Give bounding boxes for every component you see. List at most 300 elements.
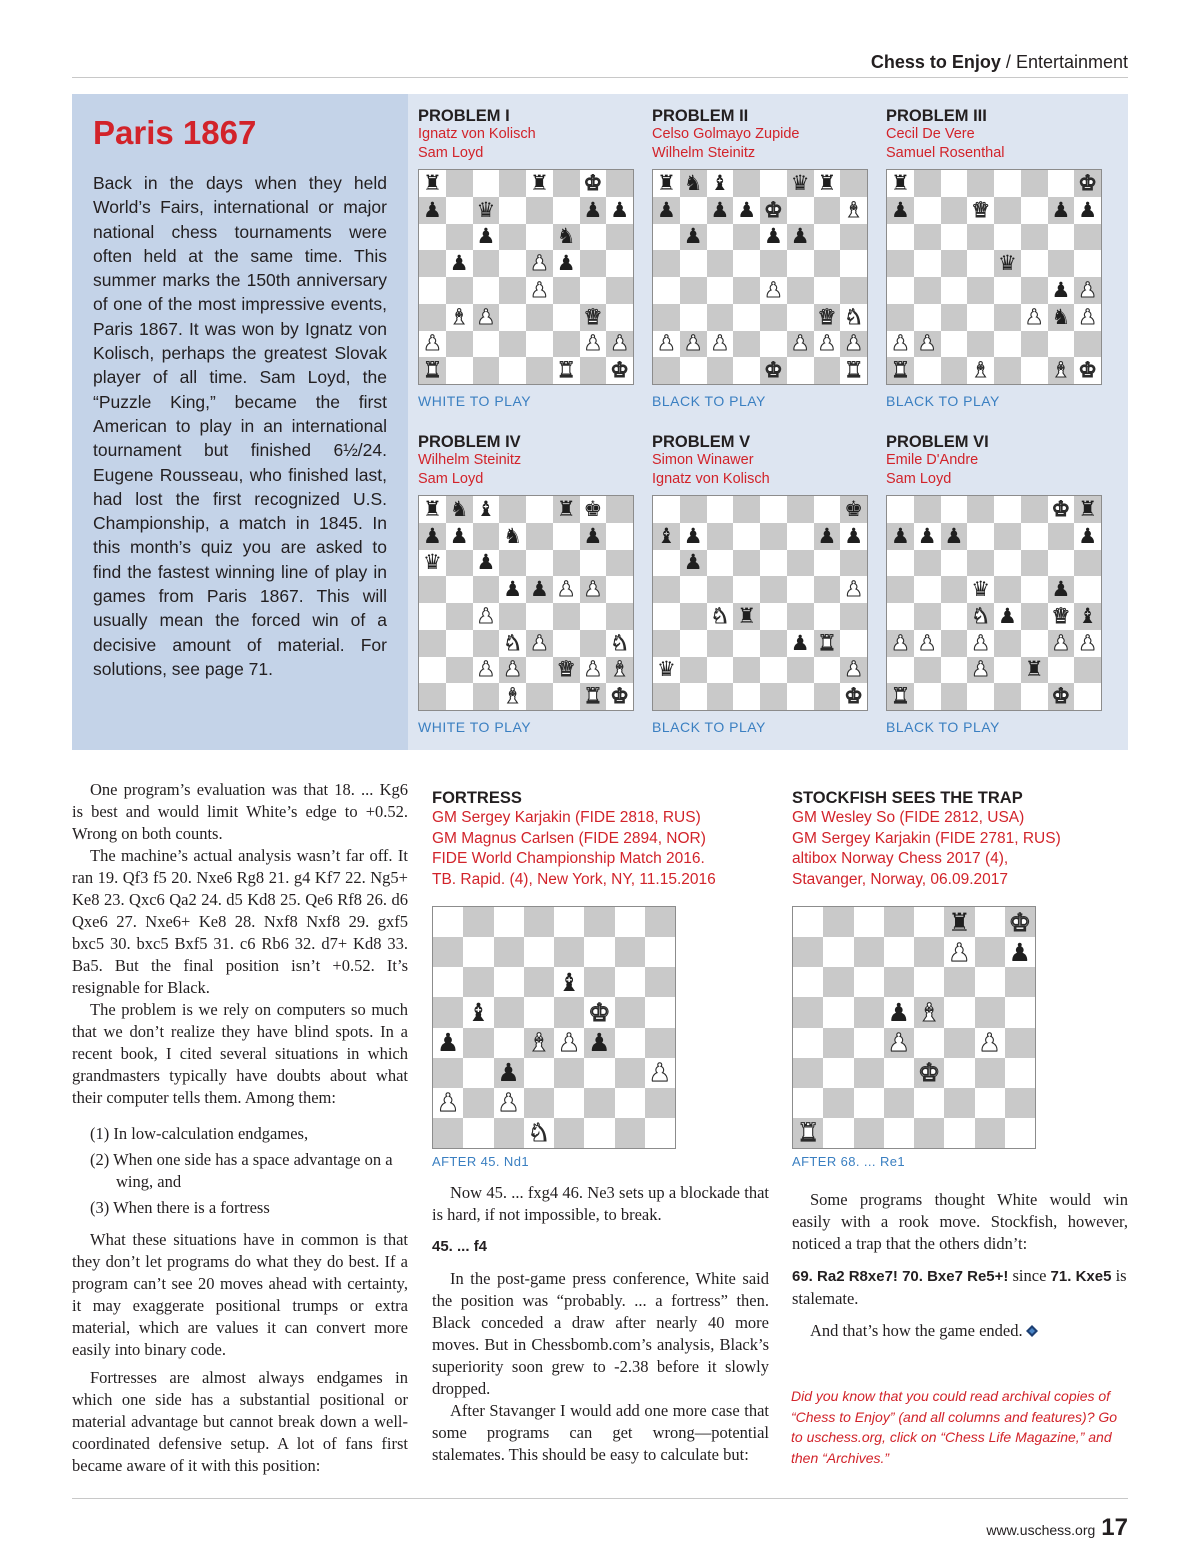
board-square <box>473 657 500 684</box>
board-square <box>854 1058 884 1088</box>
board-square <box>554 967 584 997</box>
board-square <box>446 683 473 710</box>
white-pawn-icon: ♟ <box>817 331 837 356</box>
board-square <box>1021 603 1048 630</box>
problem-board <box>418 495 634 711</box>
board-square <box>707 523 734 550</box>
black-rook-icon: ♜ <box>1078 496 1098 521</box>
white-king-icon: ♚ <box>1078 358 1098 383</box>
board-square <box>553 683 580 710</box>
black-knight-icon: ♞ <box>556 224 576 249</box>
board-square <box>967 657 994 684</box>
board-square <box>760 496 787 523</box>
board-square <box>554 1058 584 1088</box>
board-square <box>606 576 633 603</box>
board-square <box>553 630 580 657</box>
board-square <box>793 1028 823 1058</box>
board-square <box>433 967 463 997</box>
white-rook-icon: ♜ <box>890 684 910 709</box>
board-square <box>1021 304 1048 331</box>
board-square <box>787 496 814 523</box>
board-square <box>1021 197 1048 224</box>
move-heading: 45. ... f4 <box>432 1238 488 1255</box>
board-square <box>941 496 968 523</box>
board-square <box>887 357 914 384</box>
diagram-caption: AFTER 45. Nd1 <box>432 1154 529 1169</box>
board-square <box>914 250 941 277</box>
white-pawn-icon: ♟ <box>583 577 603 602</box>
white-pawn-icon: ♟ <box>529 251 549 276</box>
board-square <box>914 603 941 630</box>
stockfish-game-header <box>792 788 1130 890</box>
board-square <box>680 224 707 251</box>
board-square <box>526 657 553 684</box>
paragraph: In the post-game press conference, White said the position was “probably. ... a fortress” then. Black conceded a draw after nearly 40 more moves. But in Chessbomb.com’s analysis, Black’s superiority soon grew to -2.38 before it slowly dropped. <box>432 1269 769 1398</box>
board-square <box>941 576 968 603</box>
board-square <box>814 603 841 630</box>
board-square <box>975 1088 1005 1118</box>
board-square <box>733 683 760 710</box>
black-bishop-icon: ♝ <box>467 997 490 1027</box>
board-square <box>463 937 493 967</box>
black-pawn-icon: ♟ <box>844 523 864 548</box>
board-square <box>606 304 633 331</box>
board-square <box>524 1028 554 1058</box>
board-square <box>1048 197 1075 224</box>
closing-text: And that’s how the game ended. <box>810 1321 1023 1340</box>
board-square <box>606 250 633 277</box>
board-square <box>994 357 1021 384</box>
black-king-icon: ♚ <box>583 496 603 521</box>
board-square <box>584 1058 614 1088</box>
board-square <box>1005 1118 1035 1148</box>
board-square <box>419 304 446 331</box>
board-square <box>433 937 463 967</box>
to-play-label: BLACK TO PLAY <box>886 393 1000 409</box>
board-square <box>707 277 734 304</box>
board-square <box>707 304 734 331</box>
column-name: Chess to Enjoy <box>870 52 1001 72</box>
board-square <box>944 1118 974 1148</box>
board-square <box>446 496 473 523</box>
fortress-board <box>432 906 676 1149</box>
board-square <box>606 331 633 358</box>
white-queen-icon: ♛ <box>817 304 837 329</box>
board-square <box>1048 550 1075 577</box>
black-pawn-icon: ♟ <box>583 523 603 548</box>
board-square <box>553 277 580 304</box>
board-square <box>615 907 645 937</box>
list-item: (2) When one side has a space advantage on a wing, and <box>90 1150 393 1191</box>
board-square <box>707 496 734 523</box>
board-square <box>887 630 914 657</box>
board-square <box>707 630 734 657</box>
board-square <box>446 603 473 630</box>
board-square <box>1021 630 1048 657</box>
board-square <box>499 224 526 251</box>
board-square <box>887 304 914 331</box>
board-square <box>814 576 841 603</box>
board-square <box>760 197 787 224</box>
board-square <box>914 197 941 224</box>
board-square <box>887 657 914 684</box>
board-square <box>463 907 493 937</box>
board-square <box>733 523 760 550</box>
problem-black: Wilhelm Steinitz <box>652 144 756 161</box>
game-info-line: FIDE World Championship Match 2016. <box>432 850 705 867</box>
board-square <box>967 603 994 630</box>
board-square <box>854 967 884 997</box>
board-square <box>524 1088 554 1118</box>
board-square <box>499 603 526 630</box>
board-square <box>914 1118 944 1148</box>
board-square <box>653 523 680 550</box>
white-bishop-icon: ♝ <box>844 197 864 222</box>
board-square <box>580 523 607 550</box>
black-pawn-icon: ♟ <box>944 523 964 548</box>
board-square <box>494 1118 524 1148</box>
black-rook-icon: ♜ <box>556 496 576 521</box>
board-square <box>1021 550 1048 577</box>
board-square <box>1021 331 1048 358</box>
problem-2 <box>652 107 874 409</box>
board-square <box>1074 550 1101 577</box>
board-square <box>526 331 553 358</box>
board-square <box>419 197 446 224</box>
black-pawn-icon: ♟ <box>656 197 676 222</box>
white-pawn-icon: ♟ <box>890 331 910 356</box>
board-square <box>473 170 500 197</box>
board-square <box>733 197 760 224</box>
white-pawn-icon: ♟ <box>436 1088 460 1118</box>
board-square <box>854 937 884 967</box>
white-queen-icon: ♛ <box>971 197 991 222</box>
board-square <box>653 683 680 710</box>
board-square <box>606 224 633 251</box>
board-square <box>580 630 607 657</box>
board-square <box>814 304 841 331</box>
board-square <box>840 523 867 550</box>
board-square <box>823 1118 853 1148</box>
board-square <box>975 967 1005 997</box>
board-square <box>733 630 760 657</box>
board-square <box>760 250 787 277</box>
board-square <box>887 170 914 197</box>
white-pawn-icon: ♟ <box>1051 630 1071 655</box>
paragraph: After Stavanger I would add one more case that some programs can get wrong—potential stalemates. This should be easy to calculate but: <box>432 1401 769 1464</box>
white-knight-icon: ♞ <box>844 304 864 329</box>
white-pawn-icon: ♟ <box>971 630 991 655</box>
board-square <box>707 224 734 251</box>
black-pawn-icon: ♟ <box>1008 937 1032 967</box>
board-square <box>653 576 680 603</box>
board-square <box>553 603 580 630</box>
board-square <box>914 1088 944 1118</box>
to-play-label: BLACK TO PLAY <box>652 719 766 735</box>
black-pawn-icon: ♟ <box>683 523 703 548</box>
board-square <box>680 496 707 523</box>
black-knight-icon: ♞ <box>1051 304 1071 329</box>
stockfish-board <box>792 906 1036 1149</box>
board-square <box>887 224 914 251</box>
board-square <box>526 170 553 197</box>
board-square <box>887 550 914 577</box>
board-square <box>653 550 680 577</box>
board-square <box>680 630 707 657</box>
board-square <box>975 997 1005 1027</box>
board-square <box>854 1028 884 1058</box>
board-square <box>967 224 994 251</box>
black-rook-icon: ♜ <box>890 170 910 195</box>
board-square <box>446 657 473 684</box>
fortress-game-header <box>432 788 770 890</box>
board-square <box>814 331 841 358</box>
white-pawn-icon: ♟ <box>1024 304 1044 329</box>
white-pawn-icon: ♟ <box>1078 630 1098 655</box>
board-square <box>1021 523 1048 550</box>
board-square <box>526 357 553 384</box>
problem-black: Sam Loyd <box>886 470 952 487</box>
board-square <box>524 937 554 967</box>
board-square <box>419 170 446 197</box>
black-bishop-icon: ♝ <box>656 523 676 548</box>
board-square <box>994 304 1021 331</box>
move-end: is stalemate. <box>792 1266 1127 1308</box>
white-pawn-icon: ♟ <box>683 331 703 356</box>
board-square <box>887 277 914 304</box>
board-square <box>733 331 760 358</box>
white-king-icon: ♚ <box>844 684 864 709</box>
board-square <box>941 523 968 550</box>
board-square <box>733 250 760 277</box>
white-rook-icon: ♜ <box>583 684 603 709</box>
board-square <box>606 657 633 684</box>
board-square <box>606 603 633 630</box>
board-square <box>526 576 553 603</box>
board-square <box>840 170 867 197</box>
board-square <box>884 937 914 967</box>
white-pawn-icon: ♟ <box>656 331 676 356</box>
archive-note: Did you know that you could read archival copies of “Chess to Enjoy” (and all columns and features)? Go to uschess.org, click on “Chess Life Magazine,” and then “Archives.” <box>791 1388 1118 1466</box>
board-square <box>814 523 841 550</box>
board-square <box>1048 630 1075 657</box>
board-square <box>793 937 823 967</box>
board-square <box>606 550 633 577</box>
problem-title: PROBLEM VI <box>886 433 989 451</box>
black-pawn-icon: ♟ <box>503 577 523 602</box>
board-square <box>840 277 867 304</box>
white-pawn-icon: ♟ <box>1078 277 1098 302</box>
black-pawn-icon: ♟ <box>817 523 837 548</box>
board-square <box>1048 250 1075 277</box>
board-square <box>553 224 580 251</box>
black-queen-icon: ♛ <box>971 577 991 602</box>
board-square <box>499 170 526 197</box>
board-square <box>1048 496 1075 523</box>
board-square <box>887 683 914 710</box>
board-square <box>526 603 553 630</box>
moves: 69. Ra2 R8xe7! 70. Bxe7 Re5+! <box>792 1268 1009 1285</box>
game-title: STOCKFISH SEES THE TRAP <box>792 789 1023 807</box>
board-square <box>463 997 493 1027</box>
board-square <box>433 1058 463 1088</box>
paragraph <box>792 1320 1128 1342</box>
problem-3 <box>886 107 1108 409</box>
board-square <box>553 357 580 384</box>
board-square <box>526 224 553 251</box>
board-square <box>707 550 734 577</box>
board-square <box>840 224 867 251</box>
white-pawn-icon: ♟ <box>503 657 523 682</box>
board-square <box>580 277 607 304</box>
list-item: (3) When there is a fortress <box>90 1198 270 1217</box>
board-square <box>884 1028 914 1058</box>
board-square <box>854 1118 884 1148</box>
board-square <box>760 277 787 304</box>
white-rook-icon: ♜ <box>890 358 910 383</box>
white-pawn-icon: ♟ <box>476 657 496 682</box>
board-square <box>1048 224 1075 251</box>
board-square <box>787 304 814 331</box>
board-square <box>494 1058 524 1088</box>
problem-board <box>418 169 634 385</box>
board-square <box>653 304 680 331</box>
board-square <box>914 657 941 684</box>
problem-board <box>886 169 1102 385</box>
board-square <box>645 937 675 967</box>
moves: 71. Kxe5 <box>1050 1268 1112 1285</box>
board-square <box>941 603 968 630</box>
board-square <box>580 331 607 358</box>
problem-title: PROBLEM II <box>652 107 749 125</box>
white-pawn-icon: ♟ <box>890 630 910 655</box>
black-pawn-icon: ♟ <box>588 1028 611 1058</box>
black-queen-icon: ♛ <box>476 197 496 222</box>
white-pawn-icon: ♟ <box>648 1058 672 1088</box>
board-square <box>446 170 473 197</box>
board-square <box>526 523 553 550</box>
black-pawn-icon: ♟ <box>476 224 496 249</box>
board-square <box>840 576 867 603</box>
board-square <box>707 603 734 630</box>
white-rook-icon: ♜ <box>844 358 864 383</box>
board-square <box>1048 277 1075 304</box>
black-pawn-icon: ♟ <box>737 197 757 222</box>
board-square <box>615 937 645 967</box>
to-play-label: WHITE TO PLAY <box>418 393 532 409</box>
board-square <box>433 907 463 937</box>
to-play-label: BLACK TO PLAY <box>886 719 1000 735</box>
board-square <box>1074 523 1101 550</box>
board-square <box>944 907 974 937</box>
board-square <box>967 523 994 550</box>
paragraph: Fortresses are almost always endgames in which one side has a substantial positional or material advantage but cannot break down a well-coordinated defensive setup. A lot of fans first became aware of it with this position: <box>72 1368 408 1475</box>
board-square <box>680 523 707 550</box>
board-square <box>793 967 823 997</box>
white-pawn-icon: ♟ <box>476 304 496 329</box>
board-square <box>584 997 614 1027</box>
board-square <box>944 967 974 997</box>
running-header: Chess to Enjoy / Entertainment <box>72 50 1128 78</box>
board-square <box>615 1028 645 1058</box>
board-square <box>994 331 1021 358</box>
board-square <box>526 496 553 523</box>
board-square <box>793 907 823 937</box>
board-square <box>584 1118 614 1148</box>
white-knight-icon: ♞ <box>710 603 730 628</box>
board-square <box>680 603 707 630</box>
white-pawn-icon: ♟ <box>978 1028 1001 1058</box>
black-rook-icon: ♜ <box>656 170 676 195</box>
board-square <box>433 997 463 1027</box>
problem-white: Ignatz von Kolisch <box>418 126 536 142</box>
board-square <box>975 937 1005 967</box>
board-square <box>580 357 607 384</box>
site-url[interactable]: www.uschess.org <box>986 1522 1096 1538</box>
board-square <box>584 937 614 967</box>
board-square <box>653 357 680 384</box>
board-square <box>1074 331 1101 358</box>
board-square <box>526 304 553 331</box>
board-square <box>1074 603 1101 630</box>
black-pawn-icon: ♟ <box>1051 277 1071 302</box>
problem-white: Cecil De Vere <box>886 126 975 142</box>
board-square <box>580 496 607 523</box>
board-square <box>787 197 814 224</box>
board-square <box>1048 683 1075 710</box>
white-knight-icon: ♞ <box>527 1118 551 1148</box>
board-square <box>733 304 760 331</box>
board-square <box>814 250 841 277</box>
board-square <box>554 1088 584 1118</box>
board-square <box>645 1058 675 1088</box>
board-square <box>914 683 941 710</box>
board-square <box>787 683 814 710</box>
board-square <box>967 250 994 277</box>
board-square <box>554 997 584 1027</box>
white-pawn-icon: ♟ <box>790 331 810 356</box>
black-rook-icon: ♜ <box>529 170 549 195</box>
board-square <box>1005 907 1035 937</box>
board-square <box>840 550 867 577</box>
black-pawn-icon: ♟ <box>790 224 810 249</box>
board-square <box>1048 523 1075 550</box>
board-square <box>499 250 526 277</box>
black-bishop-icon: ♝ <box>1078 603 1098 628</box>
board-square <box>494 967 524 997</box>
board-square <box>814 170 841 197</box>
black-pawn-icon: ♟ <box>1078 523 1098 548</box>
board-square <box>733 576 760 603</box>
section-name: Entertainment <box>1015 52 1128 72</box>
black-pawn-icon: ♟ <box>610 197 630 222</box>
board-square <box>653 277 680 304</box>
board-square <box>941 357 968 384</box>
board-square <box>967 170 994 197</box>
board-square <box>473 224 500 251</box>
board-square <box>941 550 968 577</box>
board-square <box>606 496 633 523</box>
board-square <box>645 907 675 937</box>
problem-board <box>652 169 868 385</box>
board-square <box>914 907 944 937</box>
black-pawn-icon: ♟ <box>1051 577 1071 602</box>
board-square <box>707 197 734 224</box>
board-square <box>1074 250 1101 277</box>
game-info-line: GM Magnus Carlsen (FIDE 2894, NOR) <box>432 829 706 847</box>
problem-title: PROBLEM I <box>418 107 510 125</box>
black-rook-icon: ♜ <box>1024 657 1044 682</box>
